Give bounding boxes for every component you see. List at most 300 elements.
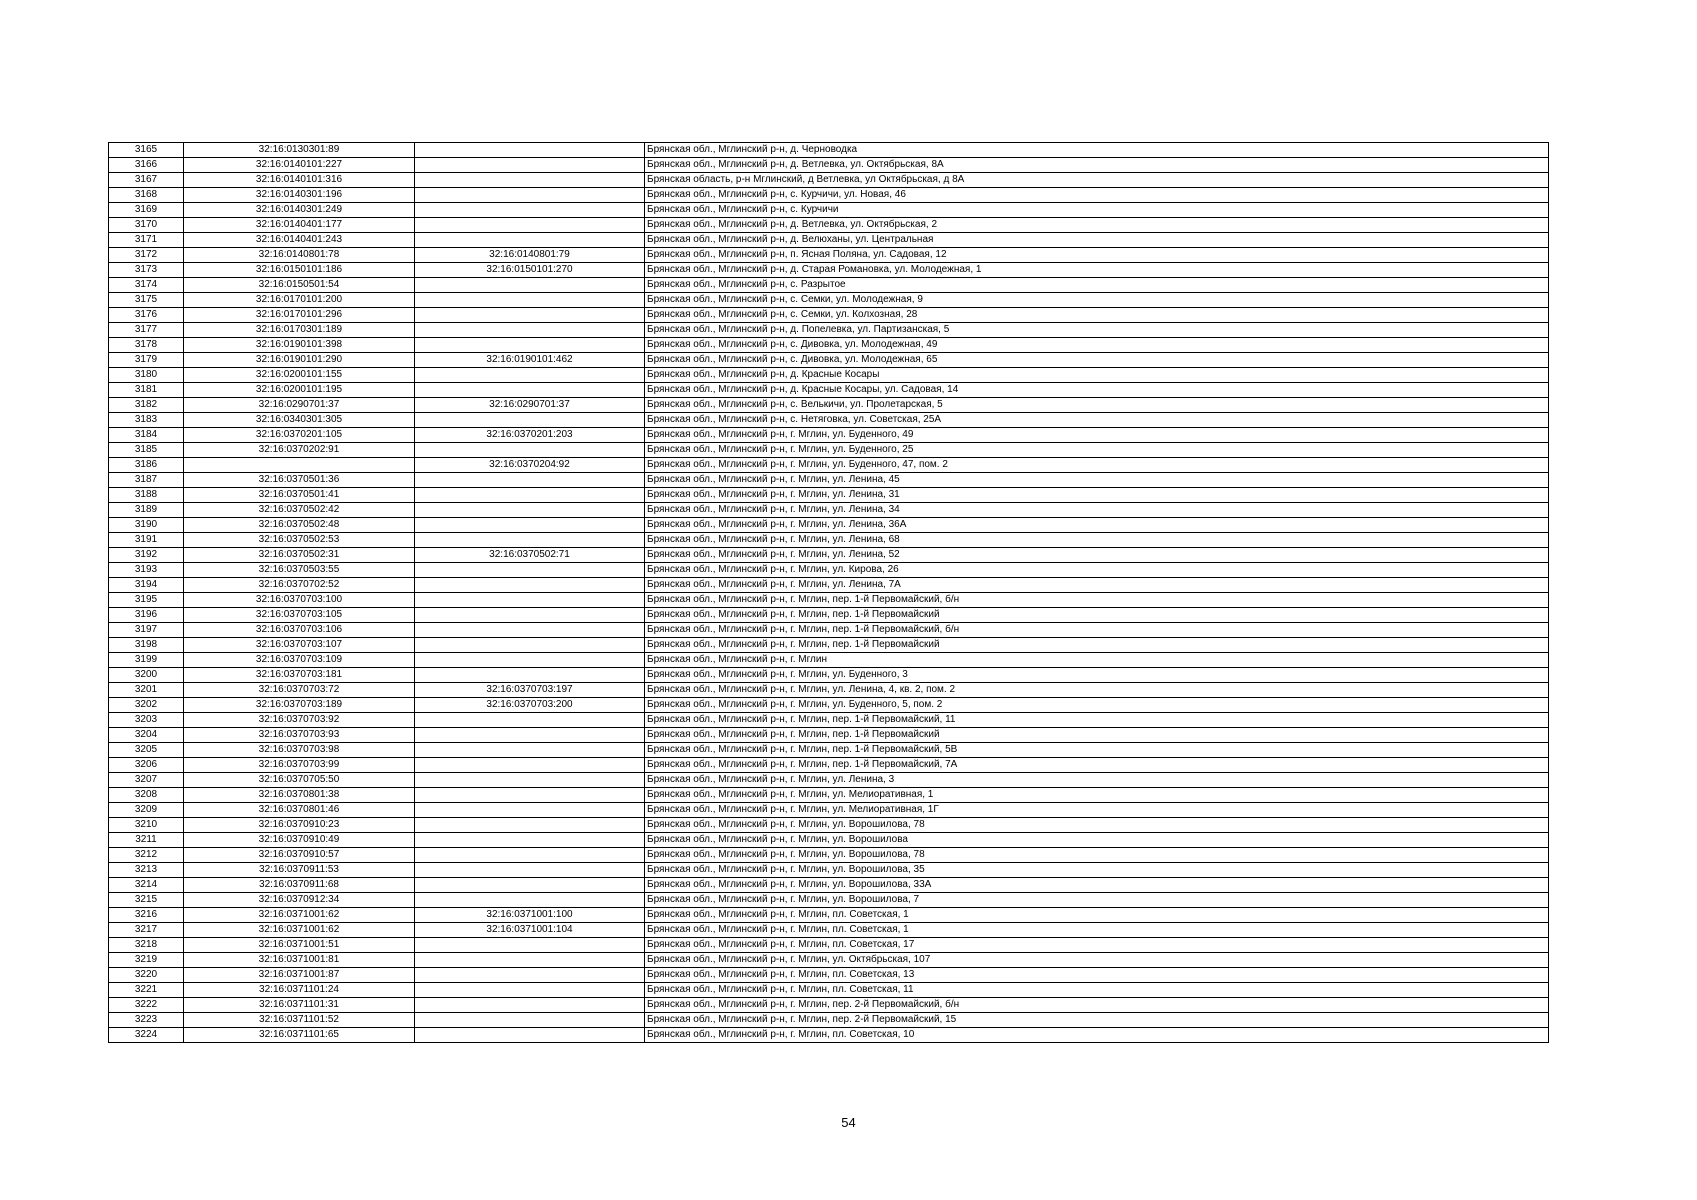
related-cadastral-number-cell (415, 728, 645, 743)
row-number-cell: 3201 (109, 683, 184, 698)
address-cell: Брянская обл., Мглинский р-н, г. Мглин, пл. Советская, 1 (645, 908, 1549, 923)
cadastral-number-cell: 32:16:0370703:106 (184, 623, 415, 638)
related-cadastral-number-cell (415, 983, 645, 998)
row-number-cell: 3171 (109, 233, 184, 248)
address-cell: Брянская обл., Мглинский р-н, г. Мглин, ул. Буденного, 49 (645, 428, 1549, 443)
related-cadastral-number-cell: 32:16:0370201:203 (415, 428, 645, 443)
row-number-cell: 3194 (109, 578, 184, 593)
table-row (109, 278, 1549, 293)
cadastral-number-cell: 32:16:0370911:68 (184, 878, 415, 893)
address-cell: Брянская обл., Мглинский р-н, г. Мглин, ул. Ворошилова, 7 (645, 893, 1549, 908)
cadastral-number-cell: 32:16:0370502:48 (184, 518, 415, 533)
table-row (109, 458, 1549, 473)
row-number-cell: 3181 (109, 383, 184, 398)
row-number-cell: 3209 (109, 803, 184, 818)
table-row (109, 773, 1549, 788)
table-row (109, 803, 1549, 818)
related-cadastral-number-cell (415, 293, 645, 308)
row-number-cell: 3165 (109, 143, 184, 158)
address-cell: Брянская обл., Мглинский р-н, с. Дивовка, ул. Молодежная, 65 (645, 353, 1549, 368)
row-number-cell: 3197 (109, 623, 184, 638)
related-cadastral-number-cell: 32:16:0371001:104 (415, 923, 645, 938)
cadastral-number-cell: 32:16:0370705:50 (184, 773, 415, 788)
address-cell: Брянская обл., Мглинский р-н, г. Мглин, пл. Советская, 13 (645, 968, 1549, 983)
table-row (109, 968, 1549, 983)
address-cell: Брянская обл., Мглинский р-н, г. Мглин, пер. 1-й Первомайский, б/н (645, 623, 1549, 638)
cadastral-number-cell: 32:16:0370501:41 (184, 488, 415, 503)
row-number-cell: 3219 (109, 953, 184, 968)
address-cell: Брянская обл., Мглинский р-н, г. Мглин, ул. Ленина, 52 (645, 548, 1549, 563)
table-row (109, 398, 1549, 413)
row-number-cell: 3193 (109, 563, 184, 578)
related-cadastral-number-cell (415, 1013, 645, 1028)
address-cell: Брянская обл., Мглинский р-н, г. Мглин, ул. Буденного, 3 (645, 668, 1549, 683)
address-cell: Брянская обл., Мглинский р-н, с. Нетяговка, ул. Советская, 25А (645, 413, 1549, 428)
row-number-cell: 3183 (109, 413, 184, 428)
address-cell: Брянская обл., Мглинский р-н, с. Дивовка, ул. Молодежная, 49 (645, 338, 1549, 353)
table-row (109, 848, 1549, 863)
related-cadastral-number-cell (415, 278, 645, 293)
address-cell: Брянская обл., Мглинский р-н, д. Красные Косары, ул. Садовая, 14 (645, 383, 1549, 398)
row-number-cell: 3174 (109, 278, 184, 293)
address-cell: Брянская обл., Мглинский р-н, г. Мглин, пер. 2-й Первомайский, б/н (645, 998, 1549, 1013)
table-row (109, 473, 1549, 488)
row-number-cell: 3212 (109, 848, 184, 863)
address-cell: Брянская обл., Мглинский р-н, г. Мглин, ул. Буденного, 47, пом. 2 (645, 458, 1549, 473)
related-cadastral-number-cell (415, 563, 645, 578)
cadastral-number-cell: 32:16:0150501:54 (184, 278, 415, 293)
cadastral-number-cell: 32:16:0371001:87 (184, 968, 415, 983)
related-cadastral-number-cell (415, 218, 645, 233)
row-number-cell: 3206 (109, 758, 184, 773)
address-cell: Брянская обл., Мглинский р-н, г. Мглин, пер. 1-й Первомайский (645, 608, 1549, 623)
row-number-cell: 3172 (109, 248, 184, 263)
cadastral-number-cell: 32:16:0370910:23 (184, 818, 415, 833)
row-number-cell: 3169 (109, 203, 184, 218)
cadastral-number-cell: 32:16:0200101:155 (184, 368, 415, 383)
row-number-cell: 3217 (109, 923, 184, 938)
cadastral-number-cell: 32:16:0140301:249 (184, 203, 415, 218)
cadastral-number-cell: 32:16:0370501:36 (184, 473, 415, 488)
address-cell: Брянская обл., Мглинский р-н, г. Мглин, пл. Советская, 10 (645, 1028, 1549, 1043)
cadastral-number-cell: 32:16:0371001:51 (184, 938, 415, 953)
row-number-cell: 3179 (109, 353, 184, 368)
row-number-cell: 3170 (109, 218, 184, 233)
address-cell: Брянская обл., Мглинский р-н, п. Ясная Поляна, ул. Садовая, 12 (645, 248, 1549, 263)
cadastral-number-cell: 32:16:0370703:100 (184, 593, 415, 608)
table-row (109, 818, 1549, 833)
related-cadastral-number-cell (415, 848, 645, 863)
row-number-cell: 3202 (109, 698, 184, 713)
row-number-cell: 3208 (109, 788, 184, 803)
related-cadastral-number-cell (415, 518, 645, 533)
table-row (109, 338, 1549, 353)
table-row (109, 788, 1549, 803)
related-cadastral-number-cell (415, 233, 645, 248)
address-cell: Брянская обл., Мглинский р-н, г. Мглин, ул. Ленина, 3 (645, 773, 1549, 788)
table-row (109, 293, 1549, 308)
row-number-cell: 3207 (109, 773, 184, 788)
related-cadastral-number-cell (415, 623, 645, 638)
row-number-cell: 3190 (109, 518, 184, 533)
row-number-cell: 3182 (109, 398, 184, 413)
related-cadastral-number-cell (415, 788, 645, 803)
related-cadastral-number-cell (415, 953, 645, 968)
row-number-cell: 3191 (109, 533, 184, 548)
table-row (109, 533, 1549, 548)
table-row (109, 923, 1549, 938)
row-number-cell: 3211 (109, 833, 184, 848)
related-cadastral-number-cell (415, 743, 645, 758)
cadastral-number-cell: 32:16:0290701:37 (184, 398, 415, 413)
table-row (109, 653, 1549, 668)
address-cell: Брянская обл., Мглинский р-н, д. Старая Романовка, ул. Молодежная, 1 (645, 263, 1549, 278)
cadastral-number-cell: 32:16:0140301:196 (184, 188, 415, 203)
cadastral-number-cell: 32:16:0371101:65 (184, 1028, 415, 1043)
table-row (109, 833, 1549, 848)
cadastral-number-cell: 32:16:0371101:31 (184, 998, 415, 1013)
row-number-cell: 3178 (109, 338, 184, 353)
cadastral-number-cell: 32:16:0371101:24 (184, 983, 415, 998)
related-cadastral-number-cell (415, 863, 645, 878)
address-cell: Брянская обл., Мглинский р-н, г. Мглин, ул. Ленина, 4, кв. 2, пом. 2 (645, 683, 1549, 698)
address-cell: Брянская обл., Мглинский р-н, г. Мглин, ул. Ленина, 45 (645, 473, 1549, 488)
related-cadastral-number-cell (415, 143, 645, 158)
address-cell: Брянская обл., Мглинский р-н, г. Мглин, ул. Кирова, 26 (645, 563, 1549, 578)
row-number-cell: 3167 (109, 173, 184, 188)
table-row (109, 983, 1549, 998)
related-cadastral-number-cell (415, 1028, 645, 1043)
table-row (109, 938, 1549, 953)
table-row (109, 593, 1549, 608)
cadastral-number-cell: 32:16:0371001:62 (184, 908, 415, 923)
address-cell: Брянская обл., Мглинский р-н, г. Мглин, ул. Мелиоративная, 1 (645, 788, 1549, 803)
related-cadastral-number-cell (415, 578, 645, 593)
address-cell: Брянская обл., Мглинский р-н, с. Курчичи (645, 203, 1549, 218)
row-number-cell: 3221 (109, 983, 184, 998)
related-cadastral-number-cell (415, 488, 645, 503)
address-cell: Брянская обл., Мглинский р-н, г. Мглин, пер. 1-й Первомайский (645, 728, 1549, 743)
address-cell: Брянская обл., Мглинский р-н, г. Мглин, ул. Ленина, 68 (645, 533, 1549, 548)
related-cadastral-number-cell (415, 203, 645, 218)
row-number-cell: 3210 (109, 818, 184, 833)
cadastral-number-cell: 32:16:0370202:91 (184, 443, 415, 458)
address-cell: Брянская обл., Мглинский р-н, г. Мглин, ул. Ворошилова, 78 (645, 848, 1549, 863)
address-cell: Брянская обл., Мглинский р-н, д. Черноводка (645, 143, 1549, 158)
address-cell: Брянская обл., Мглинский р-н, г. Мглин, пер. 2-й Первомайский, 15 (645, 1013, 1549, 1028)
address-cell: Брянская обл., Мглинский р-н, г. Мглин (645, 653, 1549, 668)
row-number-cell: 3198 (109, 638, 184, 653)
cadastral-number-cell: 32:16:0370801:38 (184, 788, 415, 803)
related-cadastral-number-cell: 32:16:0150101:270 (415, 263, 645, 278)
cadastral-number-cell: 32:16:0370912:34 (184, 893, 415, 908)
cadastral-number-cell: 32:16:0370703:93 (184, 728, 415, 743)
address-cell: Брянская обл., Мглинский р-н, г. Мглин, ул. Мелиоративная, 1Г (645, 803, 1549, 818)
row-number-cell: 3187 (109, 473, 184, 488)
address-cell: Брянская обл., Мглинский р-н, с. Курчичи, ул. Новая, 46 (645, 188, 1549, 203)
cadastral-number-cell (184, 458, 415, 473)
row-number-cell: 3220 (109, 968, 184, 983)
row-number-cell: 3214 (109, 878, 184, 893)
related-cadastral-number-cell (415, 383, 645, 398)
cadastral-number-cell: 32:16:0170101:200 (184, 293, 415, 308)
cadastral-number-cell: 32:16:0340301:305 (184, 413, 415, 428)
cadastral-number-cell: 32:16:0370801:46 (184, 803, 415, 818)
address-cell: Брянская обл., Мглинский р-н, г. Мглин, ул. Ленина, 36А (645, 518, 1549, 533)
address-cell: Брянская обл., Мглинский р-н, д. Красные Косары (645, 368, 1549, 383)
cadastral-number-cell: 32:16:0130301:89 (184, 143, 415, 158)
related-cadastral-number-cell: 32:16:0190101:462 (415, 353, 645, 368)
cadastral-number-cell: 32:16:0370703:107 (184, 638, 415, 653)
address-cell: Брянская обл., Мглинский р-н, д. Ветлевка, ул. Октябрьская, 8А (645, 158, 1549, 173)
cadastral-number-cell: 32:16:0370201:105 (184, 428, 415, 443)
table-row (109, 893, 1549, 908)
address-cell: Брянская обл., Мглинский р-н, г. Мглин, ул. Ворошилова, 78 (645, 818, 1549, 833)
cadastral-number-cell: 32:16:0170301:189 (184, 323, 415, 338)
address-cell: Брянская обл., Мглинский р-н, г. Мглин, пер. 1-й Первомайский, 5В (645, 743, 1549, 758)
cadastral-number-cell: 32:16:0370703:92 (184, 713, 415, 728)
page-number: 54 (841, 1115, 856, 1130)
related-cadastral-number-cell (415, 473, 645, 488)
cadastral-number-cell: 32:16:0370702:52 (184, 578, 415, 593)
related-cadastral-number-cell (415, 443, 645, 458)
related-cadastral-number-cell (415, 638, 645, 653)
address-cell: Брянская обл., Мглинский р-н, г. Мглин, пл. Советская, 11 (645, 983, 1549, 998)
related-cadastral-number-cell (415, 968, 645, 983)
address-cell: Брянская обл., Мглинский р-н, г. Мглин, пер. 1-й Первомайский (645, 638, 1549, 653)
related-cadastral-number-cell (415, 323, 645, 338)
address-cell: Брянская обл., Мглинский р-н, г. Мглин, пер. 1-й Первомайский, 11 (645, 713, 1549, 728)
table-row (109, 188, 1549, 203)
row-number-cell: 3176 (109, 308, 184, 323)
address-cell: Брянская обл., Мглинский р-н, г. Мглин, ул. Ленина, 7А (645, 578, 1549, 593)
related-cadastral-number-cell: 32:16:0370502:71 (415, 548, 645, 563)
cadastral-number-cell: 32:16:0140801:78 (184, 248, 415, 263)
table-row (109, 503, 1549, 518)
row-number-cell: 3216 (109, 908, 184, 923)
table-row (109, 743, 1549, 758)
cadastral-number-cell: 32:16:0370703:99 (184, 758, 415, 773)
address-cell: Брянская обл., Мглинский р-н, с. Семки, ул. Молодежная, 9 (645, 293, 1549, 308)
row-number-cell: 3173 (109, 263, 184, 278)
address-cell: Брянская область, р-н Мглинский, д Ветлевка, ул Октябрьская, д 8А (645, 173, 1549, 188)
related-cadastral-number-cell (415, 503, 645, 518)
table-row (109, 263, 1549, 278)
address-cell: Брянская обл., Мглинский р-н, д. Ветлевка, ул. Октябрьская, 2 (645, 218, 1549, 233)
related-cadastral-number-cell (415, 308, 645, 323)
table-row (109, 518, 1549, 533)
cadastral-number-cell: 32:16:0370503:55 (184, 563, 415, 578)
registry-table-body (109, 143, 1549, 1043)
cadastral-number-cell: 32:16:0370703:98 (184, 743, 415, 758)
address-cell: Брянская обл., Мглинский р-н, г. Мглин, ул. Ворошилова (645, 833, 1549, 848)
related-cadastral-number-cell (415, 533, 645, 548)
cadastral-number-cell: 32:16:0370911:53 (184, 863, 415, 878)
cadastral-number-cell: 32:16:0371101:52 (184, 1013, 415, 1028)
row-number-cell: 3205 (109, 743, 184, 758)
address-cell: Брянская обл., Мглинский р-н, г. Мглин, ул. Ворошилова, 33А (645, 878, 1549, 893)
related-cadastral-number-cell (415, 833, 645, 848)
related-cadastral-number-cell (415, 818, 645, 833)
row-number-cell: 3186 (109, 458, 184, 473)
address-cell: Брянская обл., Мглинский р-н, г. Мглин, пер. 1-й Первомайский, б/н (645, 593, 1549, 608)
table-row (109, 368, 1549, 383)
table-row (109, 623, 1549, 638)
row-number-cell: 3204 (109, 728, 184, 743)
cadastral-number-cell: 32:16:0370703:72 (184, 683, 415, 698)
table-row (109, 443, 1549, 458)
address-cell: Брянская обл., Мглинский р-н, г. Мглин, ул. Ворошилова, 35 (645, 863, 1549, 878)
cadastral-number-cell: 32:16:0370502:42 (184, 503, 415, 518)
row-number-cell: 3175 (109, 293, 184, 308)
row-number-cell: 3177 (109, 323, 184, 338)
cadastral-number-cell: 32:16:0370910:57 (184, 848, 415, 863)
related-cadastral-number-cell (415, 668, 645, 683)
table-row (109, 548, 1549, 563)
related-cadastral-number-cell (415, 893, 645, 908)
address-cell: Брянская обл., Мглинский р-н, с. Велькичи, ул. Пролетарская, 5 (645, 398, 1549, 413)
address-cell: Брянская обл., Мглинский р-н, г. Мглин, ул. Буденного, 25 (645, 443, 1549, 458)
row-number-cell: 3184 (109, 428, 184, 443)
cadastral-number-cell: 32:16:0370910:49 (184, 833, 415, 848)
row-number-cell: 3199 (109, 653, 184, 668)
row-number-cell: 3200 (109, 668, 184, 683)
cadastral-number-cell: 32:16:0140401:243 (184, 233, 415, 248)
table-row (109, 608, 1549, 623)
row-number-cell: 3195 (109, 593, 184, 608)
related-cadastral-number-cell: 32:16:0290701:37 (415, 398, 645, 413)
row-number-cell: 3224 (109, 1028, 184, 1043)
address-cell: Брянская обл., Мглинский р-н, г. Мглин, пер. 1-й Первомайский, 7А (645, 758, 1549, 773)
table-row (109, 173, 1549, 188)
cadastral-number-cell: 32:16:0370502:31 (184, 548, 415, 563)
row-number-cell: 3218 (109, 938, 184, 953)
related-cadastral-number-cell (415, 773, 645, 788)
address-cell: Брянская обл., Мглинский р-н, с. Семки, ул. Колхозная, 28 (645, 308, 1549, 323)
row-number-cell: 3185 (109, 443, 184, 458)
cadastral-number-cell: 32:16:0190101:290 (184, 353, 415, 368)
related-cadastral-number-cell (415, 368, 645, 383)
table-row (109, 953, 1549, 968)
related-cadastral-number-cell (415, 938, 645, 953)
cadastral-number-cell: 32:16:0370703:105 (184, 608, 415, 623)
table-row (109, 143, 1549, 158)
table-row (109, 578, 1549, 593)
table-row (109, 668, 1549, 683)
table-row (109, 353, 1549, 368)
row-number-cell: 3223 (109, 1013, 184, 1028)
address-cell: Брянская обл., Мглинский р-н, с. Разрытое (645, 278, 1549, 293)
row-number-cell: 3196 (109, 608, 184, 623)
row-number-cell: 3189 (109, 503, 184, 518)
address-cell: Брянская обл., Мглинский р-н, г. Мглин, пл. Советская, 1 (645, 923, 1549, 938)
related-cadastral-number-cell (415, 713, 645, 728)
table-row (109, 998, 1549, 1013)
cadastral-number-cell: 32:16:0371001:62 (184, 923, 415, 938)
related-cadastral-number-cell (415, 413, 645, 428)
cadastral-number-cell: 32:16:0370703:189 (184, 698, 415, 713)
row-number-cell: 3215 (109, 893, 184, 908)
related-cadastral-number-cell (415, 758, 645, 773)
table-row (109, 413, 1549, 428)
related-cadastral-number-cell (415, 653, 645, 668)
related-cadastral-number-cell (415, 593, 645, 608)
table-row (109, 488, 1549, 503)
related-cadastral-number-cell (415, 338, 645, 353)
cadastral-number-cell: 32:16:0140101:316 (184, 173, 415, 188)
related-cadastral-number-cell: 32:16:0370204:92 (415, 458, 645, 473)
table-row (109, 878, 1549, 893)
row-number-cell: 3168 (109, 188, 184, 203)
row-number-cell: 3188 (109, 488, 184, 503)
address-cell: Брянская обл., Мглинский р-н, г. Мглин, ул. Ленина, 31 (645, 488, 1549, 503)
row-number-cell: 3203 (109, 713, 184, 728)
table-row (109, 728, 1549, 743)
related-cadastral-number-cell (415, 188, 645, 203)
row-number-cell: 3166 (109, 158, 184, 173)
cadastral-number-cell: 32:16:0370703:109 (184, 653, 415, 668)
cadastral-number-cell: 32:16:0140101:227 (184, 158, 415, 173)
table-row (109, 323, 1549, 338)
table-row (109, 1013, 1549, 1028)
address-cell: Брянская обл., Мглинский р-н, г. Мглин, ул. Ленина, 34 (645, 503, 1549, 518)
table-row (109, 308, 1549, 323)
related-cadastral-number-cell (415, 878, 645, 893)
table-row (109, 863, 1549, 878)
table-row (109, 158, 1549, 173)
related-cadastral-number-cell: 32:16:0370703:200 (415, 698, 645, 713)
table-row (109, 248, 1549, 263)
table-row (109, 683, 1549, 698)
related-cadastral-number-cell (415, 173, 645, 188)
table-row (109, 758, 1549, 773)
table-row (109, 233, 1549, 248)
related-cadastral-number-cell (415, 803, 645, 818)
address-cell: Брянская обл., Мглинский р-н, г. Мглин, ул. Октябрьская, 107 (645, 953, 1549, 968)
table-row (109, 428, 1549, 443)
table-row (109, 218, 1549, 233)
related-cadastral-number-cell (415, 608, 645, 623)
related-cadastral-number-cell (415, 998, 645, 1013)
related-cadastral-number-cell: 32:16:0140801:79 (415, 248, 645, 263)
cadastral-number-cell: 32:16:0200101:195 (184, 383, 415, 398)
cadastral-number-cell: 32:16:0370703:181 (184, 668, 415, 683)
table-row (109, 563, 1549, 578)
table-row (109, 638, 1549, 653)
address-cell: Брянская обл., Мглинский р-н, д. Попелевка, ул. Партизанская, 5 (645, 323, 1549, 338)
table-row (109, 713, 1549, 728)
related-cadastral-number-cell: 32:16:0371001:100 (415, 908, 645, 923)
table-row (109, 203, 1549, 218)
row-number-cell: 3192 (109, 548, 184, 563)
cadastral-number-cell: 32:16:0170101:296 (184, 308, 415, 323)
row-number-cell: 3180 (109, 368, 184, 383)
cadastral-number-cell: 32:16:0371001:81 (184, 953, 415, 968)
cadastral-number-cell: 32:16:0370502:53 (184, 533, 415, 548)
row-number-cell: 3213 (109, 863, 184, 878)
address-cell: Брянская обл., Мглинский р-н, г. Мглин, пл. Советская, 17 (645, 938, 1549, 953)
address-cell: Брянская обл., Мглинский р-н, г. Мглин, ул. Буденного, 5, пом. 2 (645, 698, 1549, 713)
table-row (109, 1028, 1549, 1043)
row-number-cell: 3222 (109, 998, 184, 1013)
address-cell: Брянская обл., Мглинский р-н, д. Велюханы, ул. Центральная (645, 233, 1549, 248)
cadastral-number-cell: 32:16:0150101:186 (184, 263, 415, 278)
cadastral-number-cell: 32:16:0190101:398 (184, 338, 415, 353)
table-row (109, 383, 1549, 398)
related-cadastral-number-cell (415, 158, 645, 173)
table-row (109, 908, 1549, 923)
cadastral-number-cell: 32:16:0140401:177 (184, 218, 415, 233)
